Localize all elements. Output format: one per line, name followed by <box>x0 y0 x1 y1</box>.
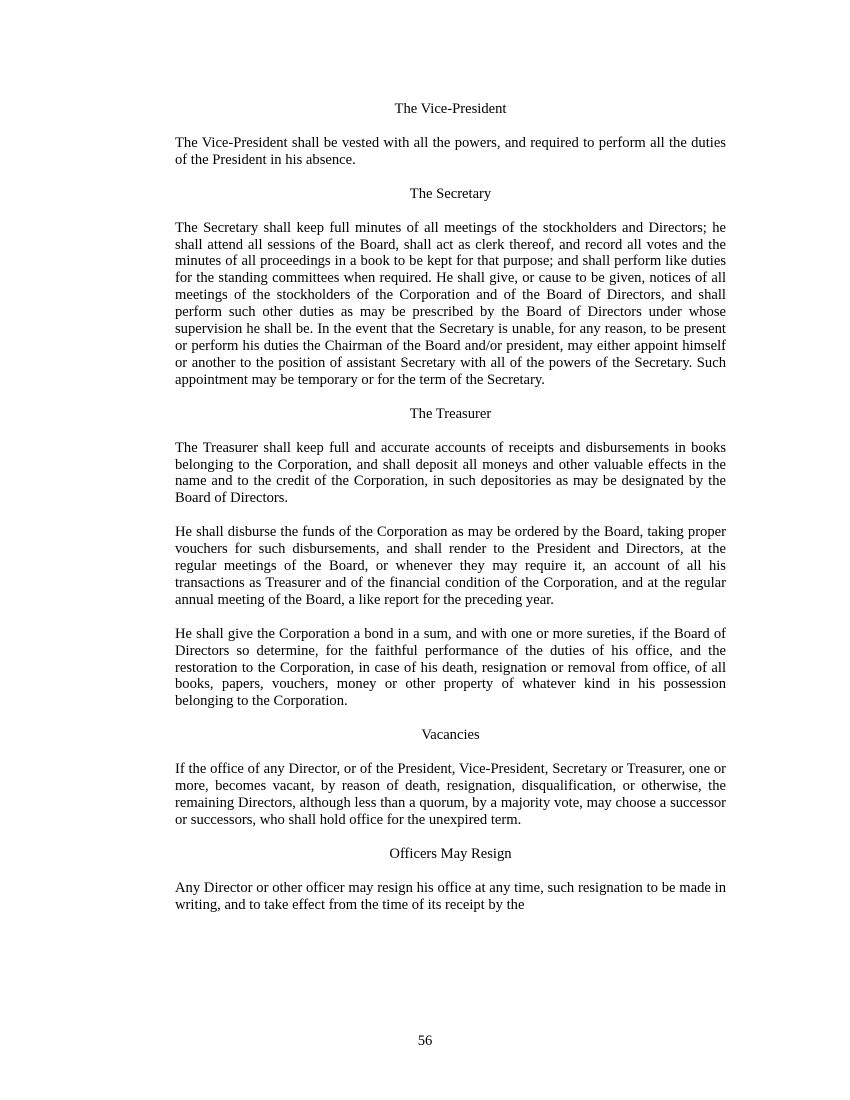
page-number: 56 <box>417 1033 433 1049</box>
section-heading-vice-president: The Vice-President <box>394 101 507 117</box>
section-heading-secretary: The Secretary <box>409 185 492 202</box>
treasurer-paragraph-3: He shall give the Corporation a bond in a sum, and with one or more sureties, if the Board of Directors so determine, for the faithful performance of the duties of his office, and the restoration to the Corporation, in case of his death, resignation or removal from office, of all books, papers, vouchers, money or other property of whatever kind in his possession belonging to the Corporation. <box>175 625 726 710</box>
section-heading-treasurer: The Treasurer <box>409 405 492 422</box>
vacancies-paragraph: If the office of any Director, or of the President, Vice-President, Secretary or Treasurer, one or more, becomes vacant, by reason of death, resignation, disqualification, or otherwise, the remaining Directors, although less than a quorum, by a majority vote, may choose a successor or successors, who shall hold office for the unexpired term. <box>175 761 726 828</box>
vice-president-paragraph: The Vice-President shall be vested with all the powers, and required to perform all the duties of the President in his absence. <box>175 134 726 168</box>
treasurer-paragraph-1: The Treasurer shall keep full and accurate accounts of receipts and disbursements in books belonging to the Corporation, and shall deposit all moneys and other valuable effects in the name and to the credit of the Corporation, in such depositories as may be designated by the Board of Directors. <box>175 439 726 507</box>
officers-may-resign-paragraph: Any Director or other officer may resign his office at any time, such resignation to be made in writing, and to take effect from the time of its receipt by the <box>175 879 726 913</box>
section-heading-officers-may-resign: Officers May Resign <box>389 845 512 862</box>
secretary-paragraph: The Secretary shall keep full minutes of all meetings of the stockholders and Directors; he shall attend all sessions of the Board, shall act as clerk thereof, and record all votes and the minutes of all proceedings in a book to be kept for that purpose; and shall perform like duties for the standing committees when required. He shall give, or cause to be given, notices of all meetings of the stockholders of the Corporation and of the Board of Directors, and shall perform such other duties as may be prescribed by the Board of Directors under whose supervision he shall be. In the event that the Secretary is unable, for any reason, to be present or perform his duties the Chairman of the Board and/or president, may either appoint himself or another to the position of assistant Secretary with all of the powers of the Secretary. Such appointment may be temporary or for the term of the Secretary. <box>175 219 726 388</box>
treasurer-paragraph-2: He shall disburse the funds of the Corporation as may be ordered by the Board, taking proper vouchers for such disbursements, and shall render to the President and Directors, at the regular meetings of the Board, or whenever they may require it, an account of all his transactions as Treasurer and of the financial condition of the Corporation, and at the regular annual meeting of the Board, a like report for the preceding year. <box>175 524 726 608</box>
section-heading-vacancies: Vacancies <box>421 727 480 744</box>
document-body <box>175 101 726 914</box>
